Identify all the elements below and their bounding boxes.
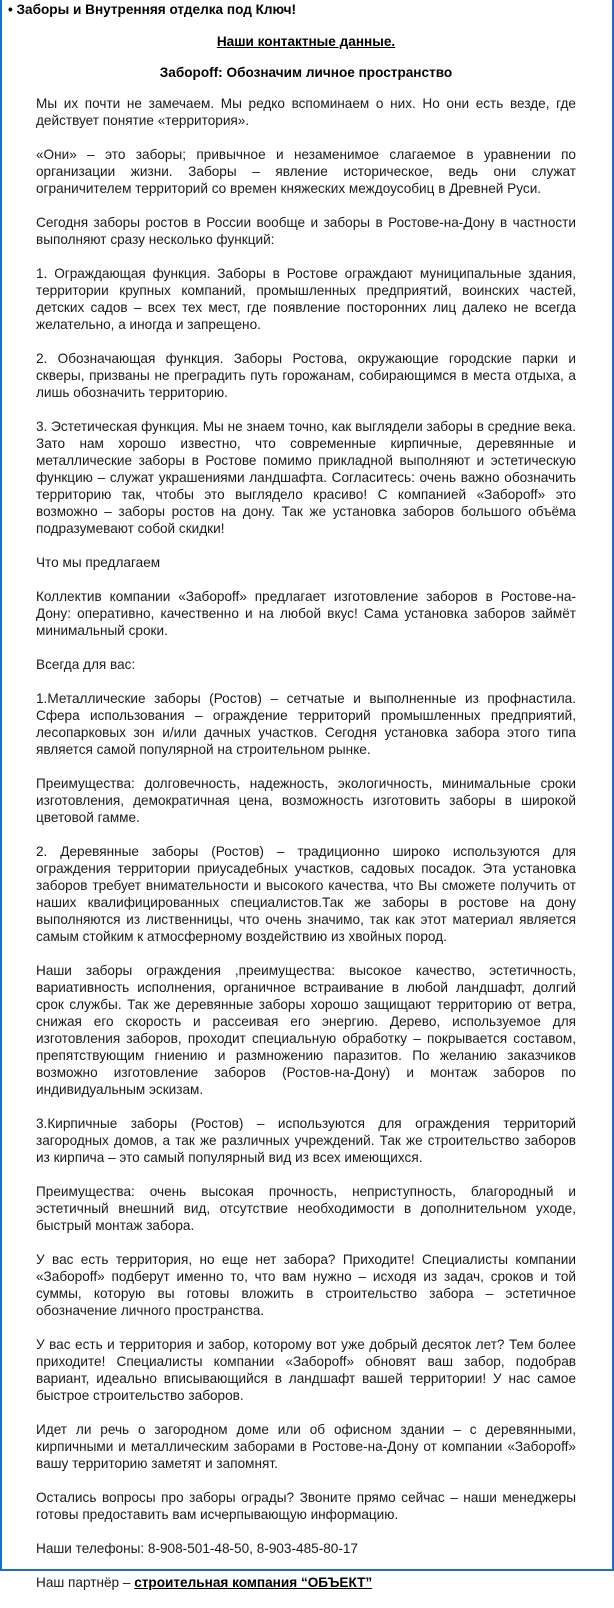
page-title: Заборoff: Обозначим личное пространство (159, 65, 453, 80)
paragraph: 1.Металлические заборы (Ростов) – сетчатые и выполненные из профнастила. Сфера использования – ограждение территорий промышленных предприятий, лесопарковых зон и/или дачных участков. Сегодня установка забора этого типа является самой популярной на строительном рынке. (36, 691, 576, 757)
paragraph: Мы их почти не замечаем. Мы редко вспоминаем о них. Но они есть везде, где действует понятие «территория». (36, 96, 576, 128)
section-label: Всегда для вас: (36, 657, 136, 672)
paragraph: У вас есть территория, но еще нет забора? Приходите! Специалисты компании «Заборoff» подберут именно то, что вам нужно – исходя из задач, сроков и той суммы, которую вы готовы вложить в строительство забора – эстетичное обозначение личного пространства. (36, 1252, 576, 1318)
contacts-heading-link[interactable]: Наши контактные данные. (216, 34, 396, 49)
partner-link[interactable]: строительная компания “ОБЪЕКТ” (134, 1575, 373, 1590)
phones: Наши телефоны: 8-908-501-48-50, 8-903-485-80-17 (36, 1541, 358, 1556)
contacts-heading (2, 33, 612, 50)
paragraph: Сегодня заборы ростов в России вообще и заборы в Ростове-на-Дону в частности выполняют сразу несколько функций: (36, 215, 576, 247)
paragraph: Коллектив компании «Заборoff» предлагает изготовление заборов в Ростове-на-Дону: оперативно, качественно и на любой вкус! Сама установка заборов займёт минимальный сроки. (36, 589, 576, 638)
paragraph: Преимущества: долговечность, надежность, экологичность, минимальные сроки изготовления, демократичная цена, возможность изготовить заборы в широкой цветовой гамме. (36, 776, 576, 825)
services-link[interactable]: • Заборы и Внутренняя отделка под Ключ! (8, 2, 297, 17)
paragraph: У вас есть и территория и забор, которому вот уже добрый десяток лет? Тем более приходите! Специалисты компании «Заборoff» обновят ваш забор, подобрав вариант, идеально вписывающийся в ландшафт вашей территории! У нас самое быстрое строительство заборов. (36, 1337, 576, 1403)
paragraph: Идет ли речь о загородном доме или об офисном здании – с деревянными, кирпичными и металлическим заборами в Ростове-на-Дону от компании «Заборoff» вашу территорию заметят и запомнят. (36, 1422, 576, 1471)
partner-line (36, 1574, 576, 1591)
paragraph: 2. Обозначающая функция. Заборы Ростова, окружающие городские парки и скверы, призваны не преградить путь горожанам, собирающимся в места отдыха, а лишь обозначить территорию. (36, 351, 576, 400)
article-body (36, 95, 576, 1608)
paragraph: 2. Деревянные заборы (Ростов) – традиционно широко используются для ограждения территории приусадебных участков, садовых посадок. Эта установка заборов требует внимательности и высокого качества, что Вы сможете получить от наших квалифицированных специалистов.Так же заборы в ростове на дону выполняются из лиственницы, что очень значимо, так как этот материал является самым стойким к атмосферному воздействию из хвойных пород. (36, 844, 576, 944)
paragraph: 3. Эстетическая функция. Мы не знаем точно, как выглядели заборы в средние века. Зато нам хорошо известно, что современные кирпичные, деревянные и металлические заборы в Ростове помимо прикладной выполняют и эстетическую функцию – служат украшениями ландшафта. Согласитесь: очень важно обозначить территорию так, чтобы это выглядело красиво! С компанией «Заборoff» это возможно – заборы ростов на дону. Так же установка заборов большого объёма подразумевают собой скидки! (36, 419, 576, 536)
paragraph: Преимущества: очень высокая прочность, неприступность, благородный и эстетичный внешний вид, отсутствие необходимости в дополнительном уходе, быстрый монтаж забора. (36, 1184, 576, 1233)
paragraph: 1. Ограждающая функция. Заборы в Ростове ограждают муниципальные здания, территории крупных компаний, промышленных предприятий, воинских частей, детских садов – всех тех мест, где появление посторонних лиц далеко не всегда желательно, а иногда и запрещено. (36, 266, 576, 332)
section-label: Что мы предлагаем (36, 555, 161, 570)
paragraph: Остались вопросы про заборы ограды? Звоните прямо сейчас – наши менеджеры готовы предоставить вам исчерпывающую информацию. (36, 1490, 576, 1522)
paragraph: «Они» – это заборы; привычное и незаменимое слагаемое в уравнении по организации жизни. Заборы – явление историческое, ведь они служат ограничителем территорий со времен княжеских междоусобиц в Древней Руси. (36, 147, 576, 196)
paragraph: Наши заборы ограждения ,преимущества: высокое качество, эстетичность, вариативность исполнения, органичное встраивание в любой ландшафт, долгий срок службы. Так же деревянные заборы хорошо защищают территорию от ветра, снижая его скорость и рассеивая его энергию. Дерево, используемое для изготовления заборов, проходит специальную обработку – покрывается составом, препятствующим гниению и размножению паразитов. По желанию заказчиков возможно изготовление заборов (Ростов-на-Дону) и монтаж заборов по индивидуальным эскизам. (36, 963, 576, 1097)
partner-prefix: Наш партнёр – (36, 1575, 135, 1590)
paragraph: 3.Кирпичные заборы (Ростов) – используются для ограждения территорий загородных домов, а так же различных учреждений. Так же строительство заборов из кирпича – это самый популярный вид из всех имеющихся. (36, 1116, 576, 1165)
